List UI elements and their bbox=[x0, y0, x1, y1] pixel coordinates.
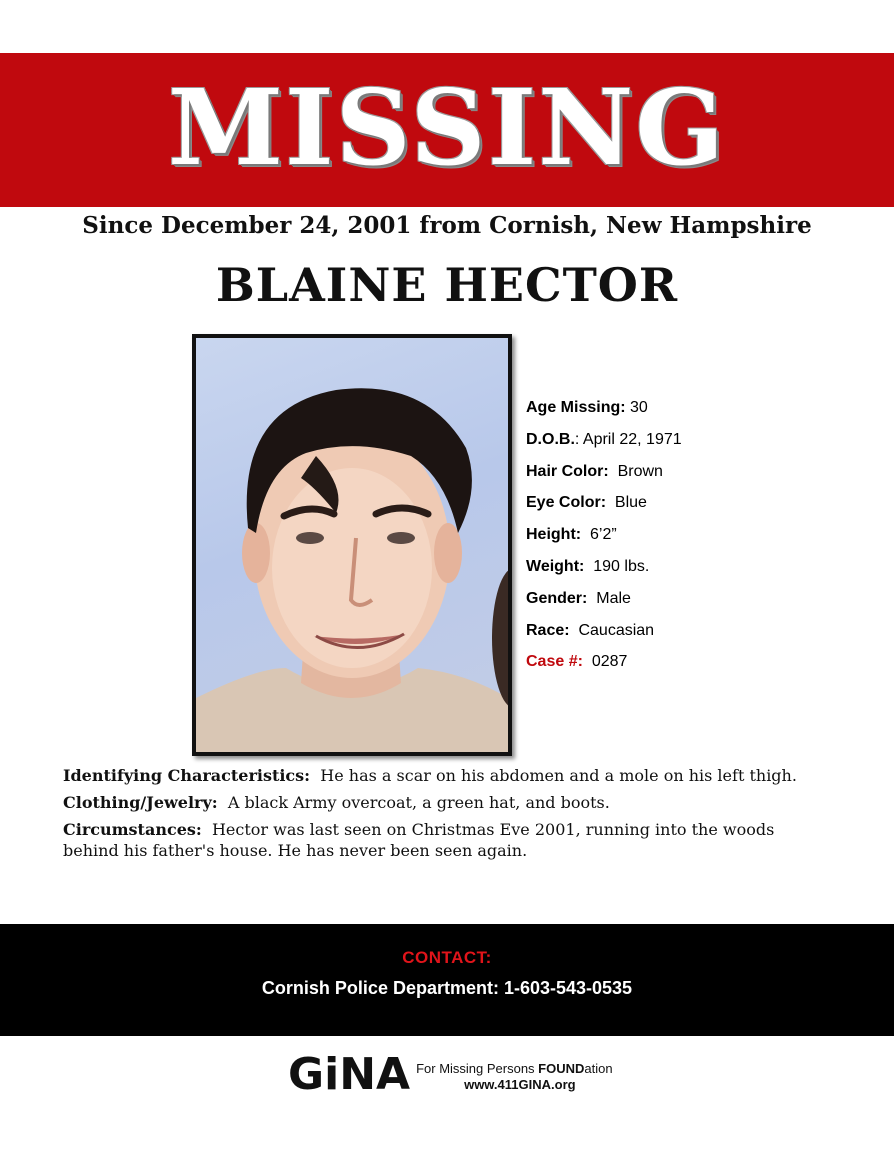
detail-eye-color: Eye Color: Blue bbox=[526, 494, 647, 512]
contact-info: Cornish Police Department: 1-603-543-0535 bbox=[261, 978, 633, 998]
contact-label: CONTACT: bbox=[402, 948, 492, 967]
detail-hair-color: Hair Color: Brown bbox=[526, 462, 663, 480]
foundation-url[interactable]: www.411GINA.org bbox=[464, 1077, 576, 1092]
detail-gender: Gender: Male bbox=[526, 589, 631, 607]
detail-height: Height: 6’2” bbox=[526, 526, 617, 544]
foundation-text bbox=[416, 1052, 613, 1093]
detail-dob: D.O.B.: April 22, 1971 bbox=[526, 430, 682, 448]
portrait-illustration bbox=[196, 338, 508, 752]
gina-footer bbox=[288, 1049, 613, 1100]
circumstances: Circumstances: Hector was last seen on Christmas Eve 2001, running into the woods behind his father's house. He has never been seen again. bbox=[63, 820, 780, 860]
description-section bbox=[63, 765, 823, 867]
person-name: BLAINE HECTOR bbox=[215, 258, 679, 312]
person-photo bbox=[192, 334, 512, 756]
gina-logo: GiNA bbox=[288, 1049, 411, 1100]
contact-box bbox=[0, 924, 894, 1036]
identifying-characteristics: Identifying Characteristics: He has a scar on his abdomen and a mole on his left thigh. bbox=[63, 766, 797, 785]
detail-weight: Weight: 190 lbs. bbox=[526, 557, 650, 575]
detail-age-missing: Age Missing: 30 bbox=[526, 399, 648, 416]
detail-race: Race: Caucasian bbox=[526, 621, 655, 639]
person-details bbox=[526, 397, 682, 683]
missing-banner bbox=[0, 53, 894, 207]
missing-since-line: Since December 24, 2001 from Cornish, New Hampshire bbox=[82, 212, 812, 239]
clothing-jewelry: Clothing/Jewelry: A black Army overcoat, a green hat, and boots. bbox=[63, 793, 610, 812]
missing-title: MISSING bbox=[167, 65, 727, 189]
foundation-name: For Missing Persons FOUNDation bbox=[416, 1061, 613, 1076]
detail-case-number: Case #: 0287 bbox=[526, 653, 628, 671]
